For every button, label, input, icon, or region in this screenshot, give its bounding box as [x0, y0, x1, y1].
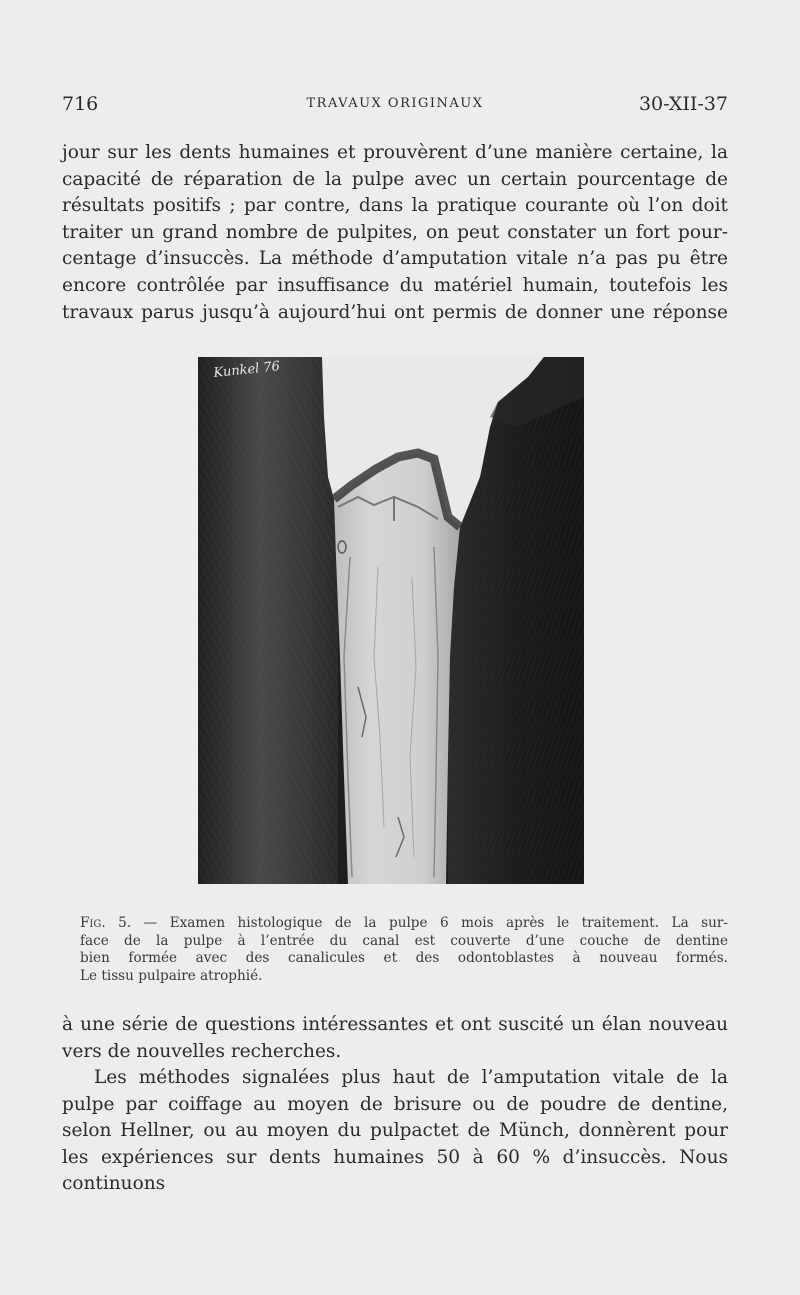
caption-line: face de la pulpe à l’entrée du canal est couverte d’une couche de dentine [80, 932, 728, 949]
running-title: TRAVAUX ORIGINAUX [306, 96, 484, 111]
text-line: Les méthodes signalées plus haut de l’amputation vitale de la [94, 1067, 728, 1088]
text-line: vers de nouvelles recherches. [62, 1040, 342, 1062]
body-paragraph-before-figure [62, 140, 728, 326]
text-line: à une série de questions intéressantes et ont suscité un élan nouveau [62, 1014, 728, 1035]
image-annotation: Kunkel 76 [212, 359, 281, 381]
text-line: encore contrôlée par insuffisance du matériel humain, toutefois les [62, 274, 728, 296]
histology-micrograph [198, 357, 584, 884]
issue-date: 30-XII-37 [638, 93, 728, 115]
text-line: centage d’insuccès. La méthode d’amputation vitale n’a pas pu être [62, 248, 728, 270]
figure-caption [62, 915, 728, 985]
text-line: jour sur les dents humaines et prouvèrent d’une manière certaine, la [62, 142, 728, 163]
caption-label: Fig. 5. [80, 915, 132, 931]
text-line: traiter un grand nombre de pulpites, on peut constater un fort pour- [62, 221, 728, 243]
text-line: capacité de réparation de la pulpe avec un certain pourcentage de [62, 168, 728, 190]
caption-line: — Examen histologique de la pulpe 6 mois après le traitement. La sur- [143, 915, 728, 931]
text-line: résultats positifs ; par contre, dans la pratique courante où l’on doit [62, 195, 728, 217]
text-line: travaux parus jusqu’à aujourd’hui ont permis de donner une réponse [62, 301, 728, 323]
caption-line: bien formée avec des canalicules et des odontoblastes à nouveau formés. [80, 950, 728, 966]
text-line: pulpe par coiffage au moyen de brisure ou de poudre de dentine, selon [62, 1093, 728, 1142]
page-number: 716 [62, 93, 99, 115]
text-line: Hellner, ou au moyen du pulpactet de Münch, donnèrent pour les [62, 1120, 728, 1168]
body-paragraph-methods [62, 1065, 728, 1198]
text-line: expériences sur dents humaines 50 à 60 % d’insuccès. Nous continuons [62, 1146, 728, 1195]
caption-line: Le tissu pulpaire atrophié. [80, 967, 263, 984]
body-paragraph-continuation [62, 1012, 728, 1065]
page-header [62, 93, 728, 121]
